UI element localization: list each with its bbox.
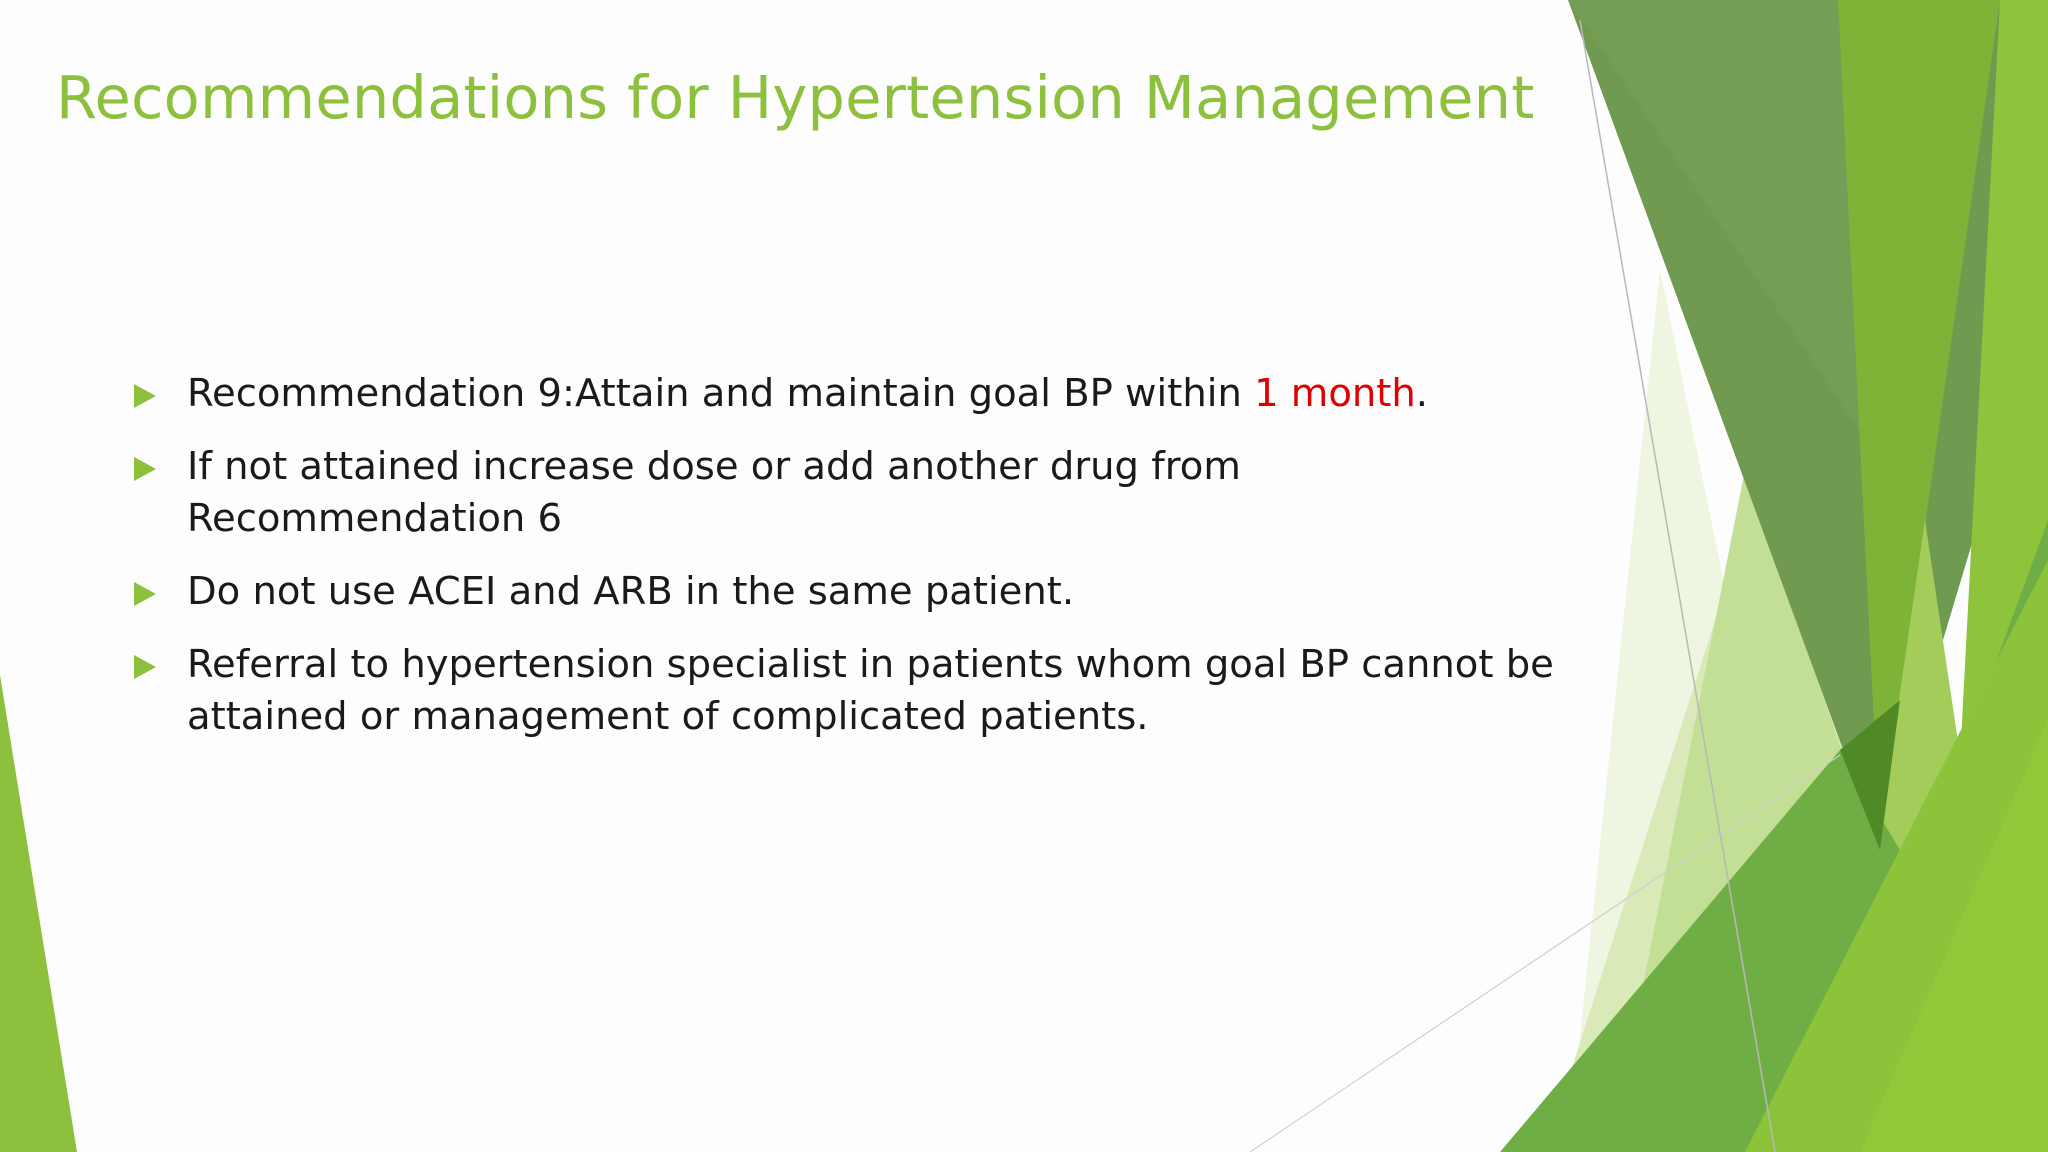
bullet-arrow-icon	[134, 582, 156, 606]
bullet-arrow-icon	[134, 457, 156, 481]
bullet-text: Do not use ACEI and ARB in the same patient.	[187, 569, 1075, 614]
left-green-sliver	[0, 675, 77, 1152]
bullet-text: Referral to hypertension specialist in patients whom goal BP cannot be attained or management of complicated patients.	[187, 642, 1554, 739]
bullet-item	[130, 441, 1590, 545]
bullet-item	[130, 368, 1590, 420]
bullet-arrow-icon	[134, 384, 156, 408]
bullet-highlight-text: 1 month	[1254, 371, 1416, 416]
bullet-arrow-icon	[134, 655, 156, 679]
bullet-list	[130, 368, 1590, 764]
bullet-item	[130, 566, 1590, 618]
bullet-text: Recommendation 9:Attain and maintain goal BP within	[187, 371, 1255, 416]
bullet-item	[130, 639, 1590, 743]
slide-title: Recommendations for Hypertension Management	[56, 63, 1535, 132]
bullet-text-end: .	[1415, 371, 1429, 416]
bullet-text: If not attained increase dose or add another drug from Recommendation 6	[187, 444, 1241, 541]
